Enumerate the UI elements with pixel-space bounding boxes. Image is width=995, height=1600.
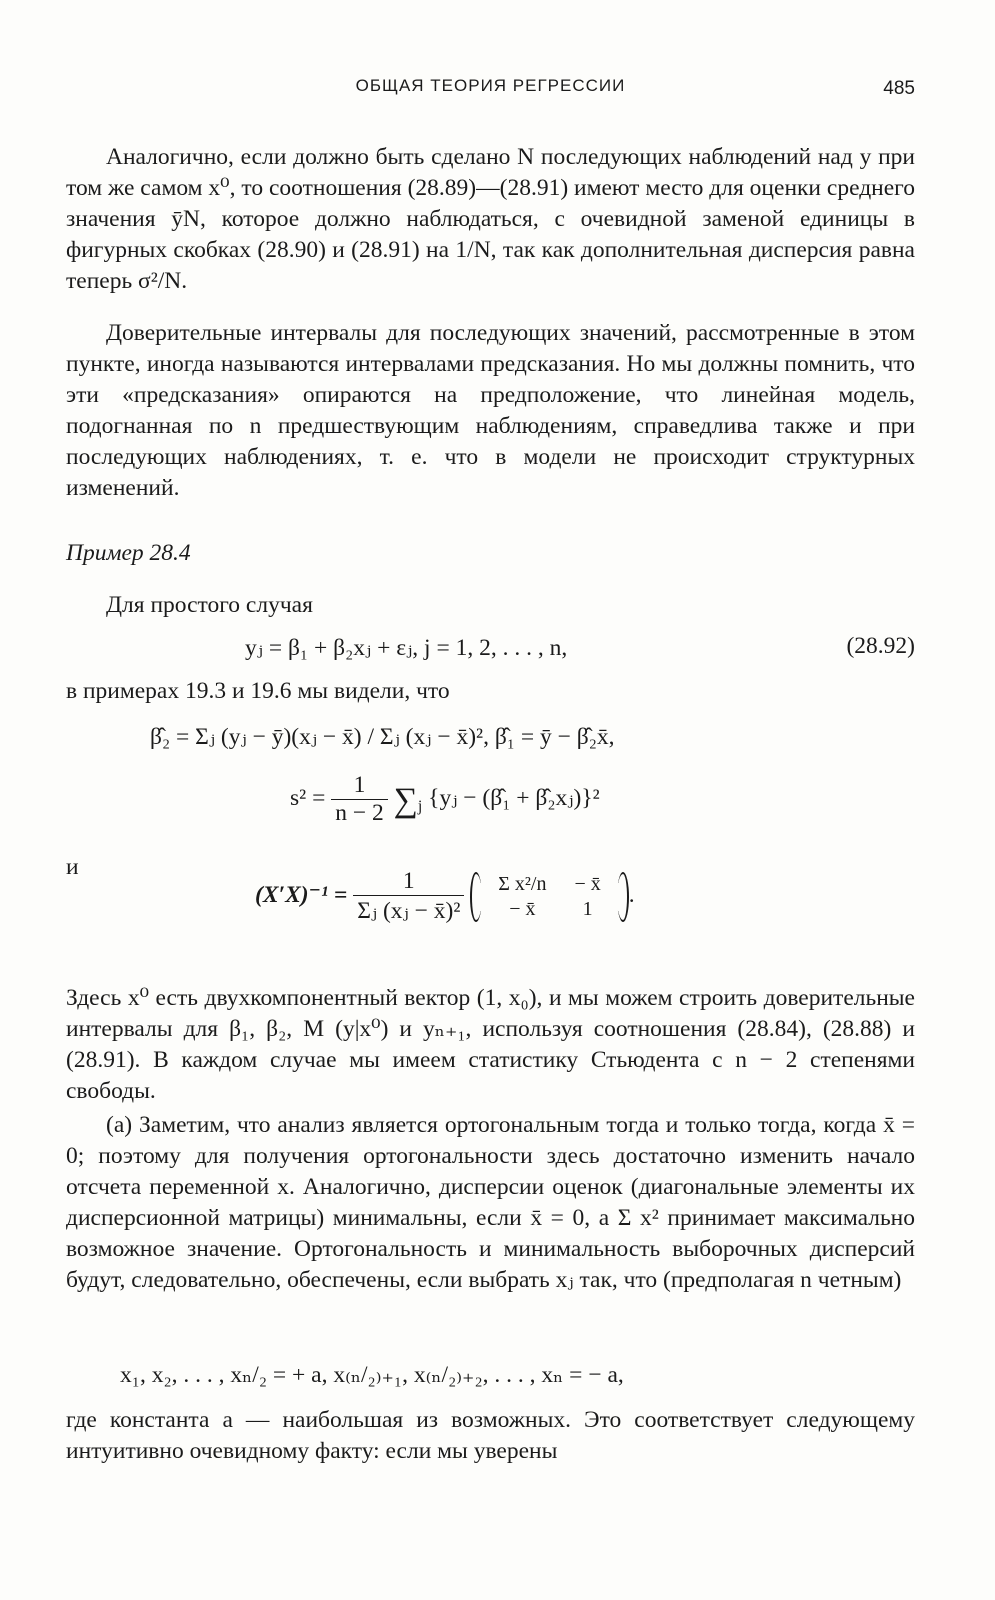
paragraph-4: в примерах 19.3 и 19.6 мы видели, что xyxy=(66,678,450,704)
matrix-cell-11: Σ x²/n xyxy=(498,872,547,895)
xtx-fraction-den: Σⱼ (xⱼ − x̄)² xyxy=(357,898,461,924)
and-word: и xyxy=(66,854,79,880)
paragraph-3: Для простого случая xyxy=(106,592,313,618)
paragraph-1: Аналогично, если должно быть сделано N последующих наблюдений над y при том же самом x⁰, то соотношения (28.89)—(28.91) имеют место для оценки среднего значения ȳN, которое должно наблюдаться, с очевидной заменой единицы в фигурных скобках (28.90) и (28.91) на 1/N, так как дополнительная дисперсия равна теперь σ²/N. xyxy=(66,144,915,294)
equation-xtx-inverse xyxy=(255,868,635,925)
matrix-cell-12: − x̄ xyxy=(574,872,601,895)
matrix-cell-21: − x̄ xyxy=(509,897,536,920)
xtx-fraction-num: 1 xyxy=(353,868,464,896)
equation-period: . xyxy=(628,881,635,908)
equation-x-values: x₁, x₂, . . . , xₙ/₂ = + a, x₍ₙ/₂₎₊₁, x₍ₙ/₂₎₊₂, . . . , xₙ = − a, xyxy=(120,1362,624,1388)
xtx-fraction xyxy=(353,868,464,925)
s2-fraction-den: n − 2 xyxy=(335,800,384,826)
matrix-cell-22: 1 xyxy=(582,897,593,920)
paragraph-6: (a) Заметим, что анализ является ортогональным тогда и только тогда, когда x̄ = 0; поэтому для получения ортогональности здесь достаточно изменить начало отсчета переменной x. Аналогично, дисперсии оценок (диагональные элементы их дисперсионной матрицы) минимальны, если x̄ = 0, а Σ x² принимает максимально возможное значение. Ортогональность и минимальность выборочных дисперсий будут, следовательно, обеспечены, если выбрать xⱼ так, что (предполагая n четным) xyxy=(66,1112,915,1293)
s2-lhs: s² = xyxy=(290,784,326,811)
sum-index: j xyxy=(417,797,423,815)
equation-s-squared xyxy=(290,772,600,827)
page-header xyxy=(66,76,915,106)
equation-beta-estimates: β̂₂ = Σⱼ (yⱼ − ȳ)(xⱼ − x̄) / Σⱼ (xⱼ − x̄)², β̂₁ = ȳ − β̂₂x̄, xyxy=(150,724,615,750)
running-title: ОБЩАЯ ТЕОРИЯ РЕГРЕССИИ xyxy=(355,76,626,95)
s2-fraction-num: 1 xyxy=(331,772,388,800)
paragraph-2: Доверительные интервалы для последующих значений, рассмотренные в этом пункте, иногда называются интервалами предсказания. Но мы должны помнить, что эти «предсказания» опираются на предположение, что линейная модель, подогнанная по n предшествующим наблюдениям, справедлива также и при последующих наблюдениях, т. е. что в модели не происходит структурных изменений. xyxy=(66,320,915,501)
sum-symbol: ∑ xyxy=(393,781,418,819)
s2-fraction xyxy=(331,772,388,827)
equation-28-92: yⱼ = β₁ + β₂xⱼ + εⱼ, j = 1, 2, . . . , n, xyxy=(245,635,568,661)
paragraph-5: Здесь x⁰ есть двухкомпонентный вектор (1, x₀), и мы можем строить доверительные интервалы для β₁, β₂, M (y|x⁰) и yₙ₊₁, используя соотношения (28.84), (28.88) и (28.91). В каждом случае мы имеем статистику Стьюдента с n − 2 степенями свободы. xyxy=(66,985,915,1104)
xtx-lhs: (X′X)⁻¹ = xyxy=(255,881,348,908)
page-number: 485 xyxy=(883,78,915,99)
equation-number-28-92: (28.92) xyxy=(846,633,915,659)
xtx-matrix xyxy=(470,872,628,922)
paragraph-7: где константа a — наибольшая из возможных. Это соответствует следующему интуитивно очевидному факту: если мы уверены xyxy=(66,1407,915,1464)
s2-rhs: {yⱼ − (β̂₁ + β̂₂xⱼ)}² xyxy=(428,784,600,811)
example-heading: Пример 28.4 xyxy=(66,540,191,566)
